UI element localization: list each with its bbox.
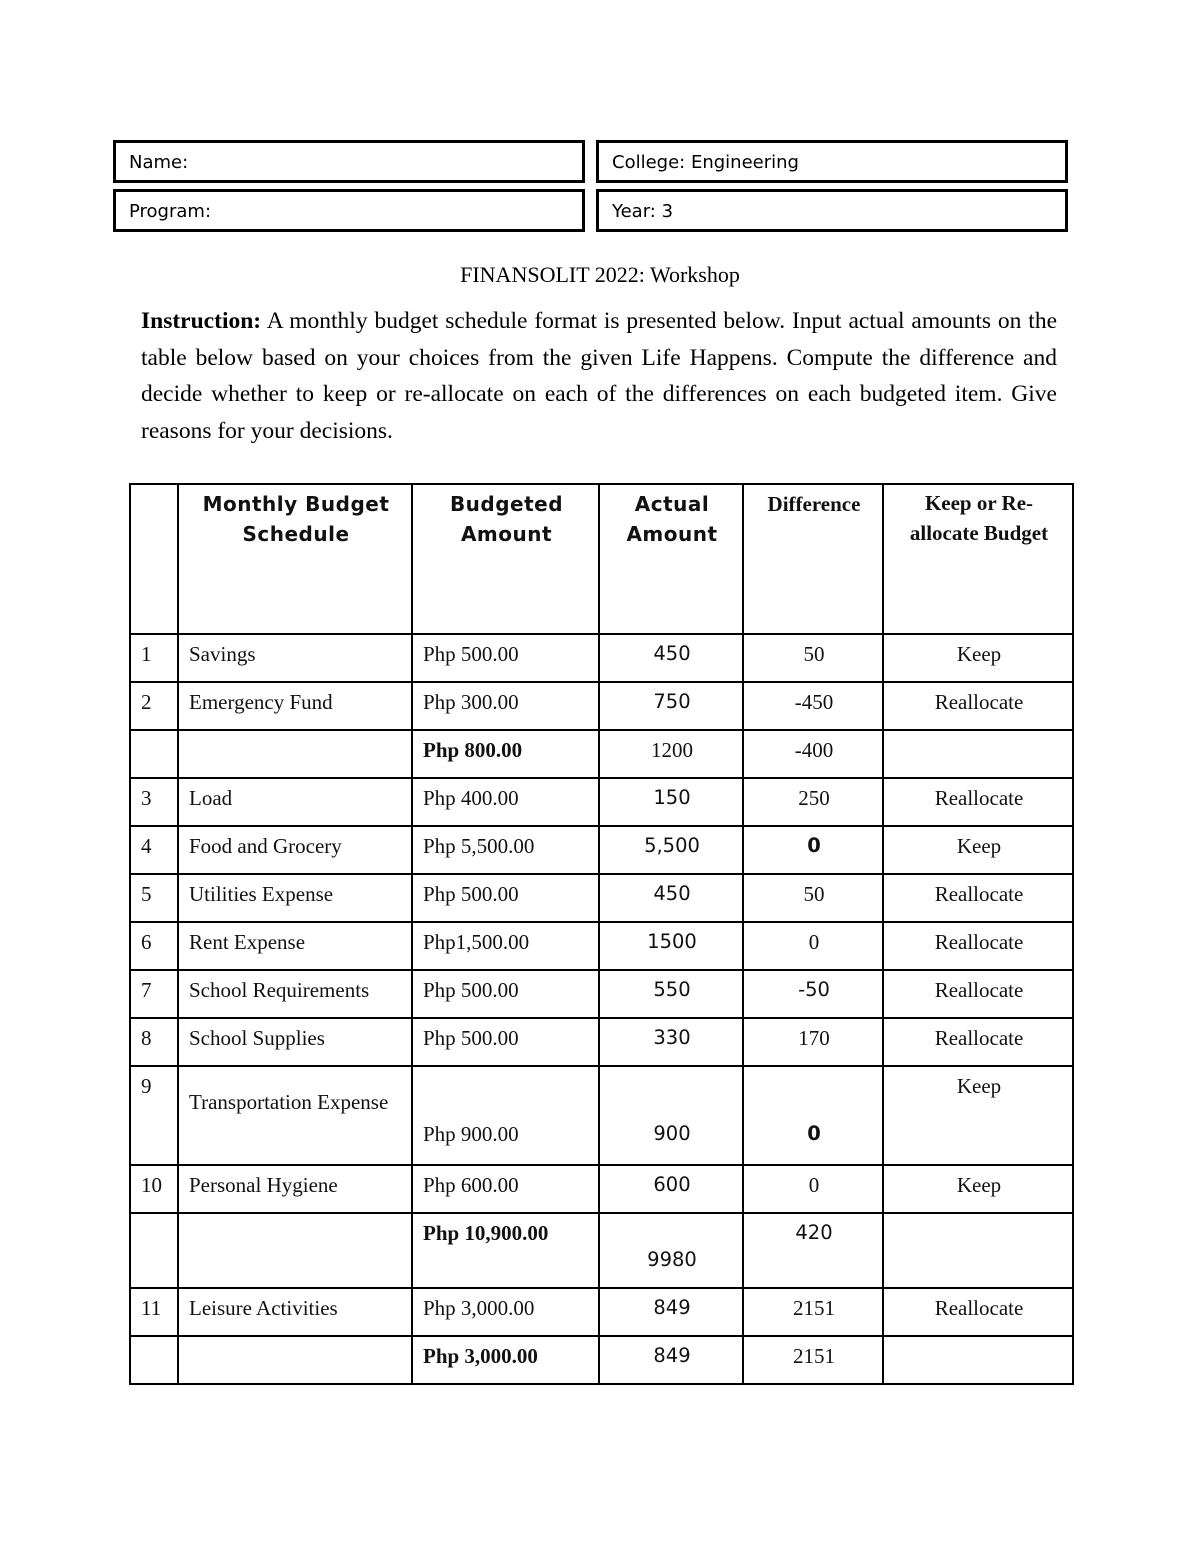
row-decision xyxy=(883,1213,1073,1288)
row-number: 9 xyxy=(130,1066,178,1165)
row-difference-text: 0 xyxy=(807,1122,821,1145)
row-difference: 420 xyxy=(743,1213,883,1288)
row-actual[interactable]: 1200 xyxy=(599,730,743,778)
document-title: FINANSOLIT 2022: Workshop xyxy=(460,262,740,287)
budget-table xyxy=(129,483,1074,1385)
college-field[interactable] xyxy=(596,140,1068,183)
table-row xyxy=(130,634,1073,682)
header-difference: Difference xyxy=(743,484,883,634)
row-number: 11 xyxy=(130,1288,178,1336)
row-decision: Keep xyxy=(883,826,1073,874)
row-item: Load xyxy=(178,778,412,826)
table-row xyxy=(130,826,1073,874)
row-decision: Keep xyxy=(883,634,1073,682)
row-item: School Supplies xyxy=(178,1018,412,1066)
college-value: Engineering xyxy=(685,152,799,173)
row-difference: 50 xyxy=(743,874,883,922)
row-number: 8 xyxy=(130,1018,178,1066)
header-actual: Actual Amount xyxy=(599,484,743,634)
row-number: 4 xyxy=(130,826,178,874)
row-budgeted: Php 3,000.00 xyxy=(412,1336,599,1384)
row-actual[interactable] xyxy=(599,1066,743,1165)
row-decision: Reallocate xyxy=(883,874,1073,922)
row-number: 2 xyxy=(130,682,178,730)
row-actual[interactable]: 450 xyxy=(599,634,743,682)
college-label: College: xyxy=(612,152,686,173)
row-difference xyxy=(743,1066,883,1165)
program-field[interactable] xyxy=(113,189,585,232)
table-row xyxy=(130,874,1073,922)
table-row xyxy=(130,970,1073,1018)
row-actual[interactable]: 150 xyxy=(599,778,743,826)
row-actual[interactable]: 330 xyxy=(599,1018,743,1066)
row-budgeted xyxy=(412,1066,599,1165)
year-label: Year: xyxy=(612,201,656,222)
row-difference: -400 xyxy=(743,730,883,778)
row-number: 1 xyxy=(130,634,178,682)
row-decision: Reallocate xyxy=(883,922,1073,970)
header-schedule: Monthly Budget Schedule xyxy=(178,484,412,634)
table-header-row xyxy=(130,484,1073,634)
row-number xyxy=(130,1213,178,1288)
row-difference: -50 xyxy=(743,970,883,1018)
row-difference: 0 xyxy=(743,922,883,970)
row-actual[interactable]: 849 xyxy=(599,1336,743,1384)
row-actual-text: 9980 xyxy=(647,1248,697,1271)
row-number xyxy=(130,730,178,778)
row-item: School Requirements xyxy=(178,970,412,1018)
table-row xyxy=(130,1288,1073,1336)
row-budgeted: Php 3,000.00 xyxy=(412,1288,599,1336)
subtotal-row xyxy=(130,1336,1073,1384)
row-actual[interactable]: 450 xyxy=(599,874,743,922)
row-budgeted: Php1,500.00 xyxy=(412,922,599,970)
row-decision xyxy=(883,1336,1073,1384)
header-number xyxy=(130,484,178,634)
row-item xyxy=(178,1213,412,1288)
row-difference: 2151 xyxy=(743,1288,883,1336)
row-number: 7 xyxy=(130,970,178,1018)
table-row xyxy=(130,1165,1073,1213)
row-difference: 250 xyxy=(743,778,883,826)
row-item xyxy=(178,730,412,778)
table-row xyxy=(130,778,1073,826)
header-keep-reallocate: Keep or Re-allocate Budget xyxy=(883,484,1073,634)
row-actual[interactable]: 849 xyxy=(599,1288,743,1336)
row-item-text: Transportation Expense xyxy=(189,1090,389,1114)
row-budgeted: Php 500.00 xyxy=(412,634,599,682)
row-difference: 50 xyxy=(743,634,883,682)
instruction-label: Instruction: xyxy=(141,308,262,334)
row-actual[interactable] xyxy=(599,1213,743,1288)
subtotal-row xyxy=(130,730,1073,778)
row-decision: Keep xyxy=(883,1165,1073,1213)
row-item: Rent Expense xyxy=(178,922,412,970)
row-difference: 2151 xyxy=(743,1336,883,1384)
row-decision: Reallocate xyxy=(883,1018,1073,1066)
table-row xyxy=(130,1018,1073,1066)
year-value: 3 xyxy=(655,201,674,222)
name-label: Name: xyxy=(129,152,189,173)
name-field[interactable] xyxy=(113,140,585,183)
row-difference: 0 xyxy=(743,1165,883,1213)
header-budgeted: Budgeted Amount xyxy=(412,484,599,634)
instruction-paragraph xyxy=(141,303,1057,449)
row-actual[interactable]: 550 xyxy=(599,970,743,1018)
row-decision: Keep xyxy=(883,1066,1073,1165)
row-item: Food and Grocery xyxy=(178,826,412,874)
row-budgeted: Php 500.00 xyxy=(412,970,599,1018)
row-number: 5 xyxy=(130,874,178,922)
row-item: Personal Hygiene xyxy=(178,1165,412,1213)
table-row xyxy=(130,1066,1073,1165)
row-budgeted-text: Php 900.00 xyxy=(423,1122,519,1146)
program-label: Program: xyxy=(129,201,212,222)
row-item xyxy=(178,1066,412,1165)
row-decision: Reallocate xyxy=(883,970,1073,1018)
row-decision: Reallocate xyxy=(883,1288,1073,1336)
row-budgeted: Php 500.00 xyxy=(412,1018,599,1066)
row-actual-text: 900 xyxy=(653,1122,691,1145)
row-budgeted: Php 400.00 xyxy=(412,778,599,826)
row-actual[interactable]: 1500 xyxy=(599,922,743,970)
row-budgeted: Php 600.00 xyxy=(412,1165,599,1213)
row-number: 3 xyxy=(130,778,178,826)
table-row xyxy=(130,922,1073,970)
row-item: Leisure Activities xyxy=(178,1288,412,1336)
row-budgeted: Php 500.00 xyxy=(412,874,599,922)
row-actual[interactable]: 600 xyxy=(599,1165,743,1213)
row-item: Emergency Fund xyxy=(178,682,412,730)
row-item xyxy=(178,1336,412,1384)
year-field[interactable] xyxy=(596,189,1068,232)
row-decision: Reallocate xyxy=(883,778,1073,826)
row-number: 10 xyxy=(130,1165,178,1213)
row-budgeted: Php 800.00 xyxy=(412,730,599,778)
row-budgeted: Php 300.00 xyxy=(412,682,599,730)
row-budgeted: Php 5,500.00 xyxy=(412,826,599,874)
row-item: Savings xyxy=(178,634,412,682)
row-decision: Reallocate xyxy=(883,682,1073,730)
row-number xyxy=(130,1336,178,1384)
row-difference: 170 xyxy=(743,1018,883,1066)
subtotal-row xyxy=(130,1213,1073,1288)
row-actual[interactable]: 750 xyxy=(599,682,743,730)
row-budgeted: Php 10,900.00 xyxy=(412,1213,599,1288)
row-difference: 0 xyxy=(743,826,883,874)
row-number: 6 xyxy=(130,922,178,970)
table-row xyxy=(130,682,1073,730)
instruction-text: A monthly budget schedule format is presented below. Input actual amounts on the table below based on your choices from the given Life Happens. Compute the difference and decide whether to keep or re-allocate on each of the differences on each budgeted item. Give reasons for your decisions. xyxy=(141,308,1057,444)
row-actual[interactable]: 5,500 xyxy=(599,826,743,874)
row-item: Utilities Expense xyxy=(178,874,412,922)
row-difference: -450 xyxy=(743,682,883,730)
row-decision xyxy=(883,730,1073,778)
